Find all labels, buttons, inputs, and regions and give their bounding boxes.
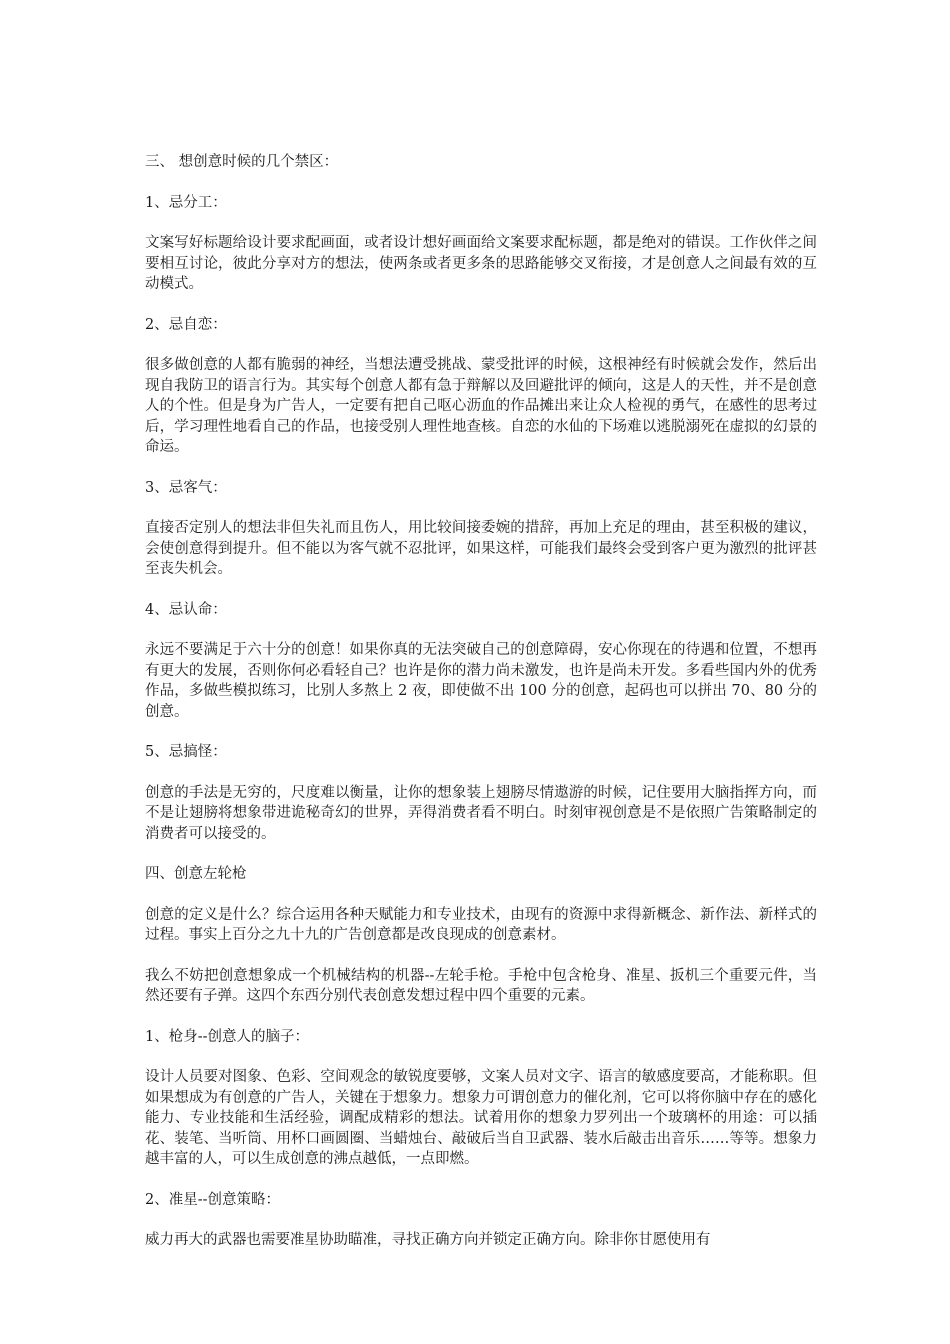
subheading-no-narcissism: 2、忌自恋： — [145, 316, 227, 333]
paragraph-narcissism: 很多做创意的人都有脆弱的神经，当想法遭受挑战、蒙受批评的时候，这根神经有时候就会发作，然后出现自我防卫的语言行为。其实每个创意人都有急于辩解以及回避批评的倾向，这是人的天性，并不是创意人的个性。但是身为广告人，一定要有把自己呕心沥血的作品摊出来让众人检视的勇气，在感性的思考过后，学习理性地看自己的作品，也接受别人理性地查核。自恋的水仙的下场难以逃脱溺死在虚拟的幻景的命运。 — [145, 357, 817, 455]
document-body — [145, 152, 817, 1271]
paragraph-revolver: 我么不妨把创意想象成一个机械结构的机器--左轮手枪。手枪中包含枪身、准星、扳机三个重要元件，当然还要有子弹。这四个东西分别代表创意发想过程中四个重要的元素。 — [145, 967, 817, 1004]
paragraph-gun-body: 设计人员要对图象、色彩、空间观念的敏锐度要够，文案人员对文字、语言的敏感度要高，才能称职。但如果想成为有创意的广告人，关键在于想象力。想象力可谓创意力的催化剂，它可以将你脑中存在的感化能力、专业技能和生活经验，调配成精彩的想法。试着用你的想象力罗列出一个玻璃杯的用途：可以插花、装笔、当听筒、用杯口画圆圈、当蜡烛台、敲破后当自卫武器、装水后敲击出音乐……等等。想象力越丰富的人，可以生成创意的沸点越低，一点即燃。 — [145, 1069, 817, 1167]
paragraph-politeness: 直接否定别人的想法非但失礼而且伤人，用比较间接委婉的措辞，再加上充足的理由，甚至积极的建议，会使创意得到提升。但不能以为客气就不忍批评，如果这样，可能我们最终会受到客户更为激烈的批评甚至丧失机会。 — [145, 520, 817, 577]
section-heading-4: 四、创意左轮枪 — [145, 866, 247, 882]
subheading-gun-body: 1、枪身--创意人的脑子： — [145, 1028, 310, 1045]
subheading-no-weirdness: 5、忌搞怪： — [145, 744, 227, 760]
subheading-no-politeness: 3、忌客气： — [145, 479, 227, 496]
paragraph-weirdness: 创意的手法是无穷的，尺度难以衡量，让你的想象装上翅膀尽情遨游的时候，记住要用大脑指挥方向，而不是让翅膀将想象带进诡秘奇幻的世界，弄得消费者看不明白。时刻审视创意是不是依照广告策略制定的消费者可以接受的。 — [145, 784, 817, 842]
paragraph-resignation: 永远不要满足于六十分的创意！如果你真的无法突破自己的创意障碍，安心你现在的待遇和位置，不想再有更大的发展，否则你何必看轻自己？也许是你的潜力尚未激发，也许是尚未开发。多看些国内外的优秀作品，多做些模拟练习，比别人多熬上 2 夜，即使做不出 100 分的创意，起码也可以拼出 70、80 分的创意。 — [145, 642, 817, 720]
paragraph-definition: 创意的定义是什么？综合运用各种天赋能力和专业技术，由现有的资源中求得新概念、新作法、新样式的过程。事实上百分之九十九的广告创意都是改良现成的创意素材。 — [145, 906, 817, 943]
paragraph-sight: 威力再大的武器也需要准星协助瞄准，寻找正确方向并锁定正确方向。除非你甘愿使用有 — [145, 1232, 711, 1248]
subheading-no-resignation: 4、忌认命： — [145, 601, 227, 618]
paragraph-division: 文案写好标题给设计要求配画面，或者设计想好画面给文案要求配标题，都是绝对的错误。工作伙伴之间要相互讨论，彼此分享对方的想法，使两条或者更多条的思路能够交叉衔接，才是创意人之间最有效的互动模式。 — [145, 235, 817, 292]
subheading-no-division: 1、忌分工： — [145, 194, 227, 211]
section-heading-3: 三、 想创意时候的几个禁区： — [145, 154, 339, 170]
subheading-sight: 2、准星--创意策略： — [145, 1191, 281, 1208]
